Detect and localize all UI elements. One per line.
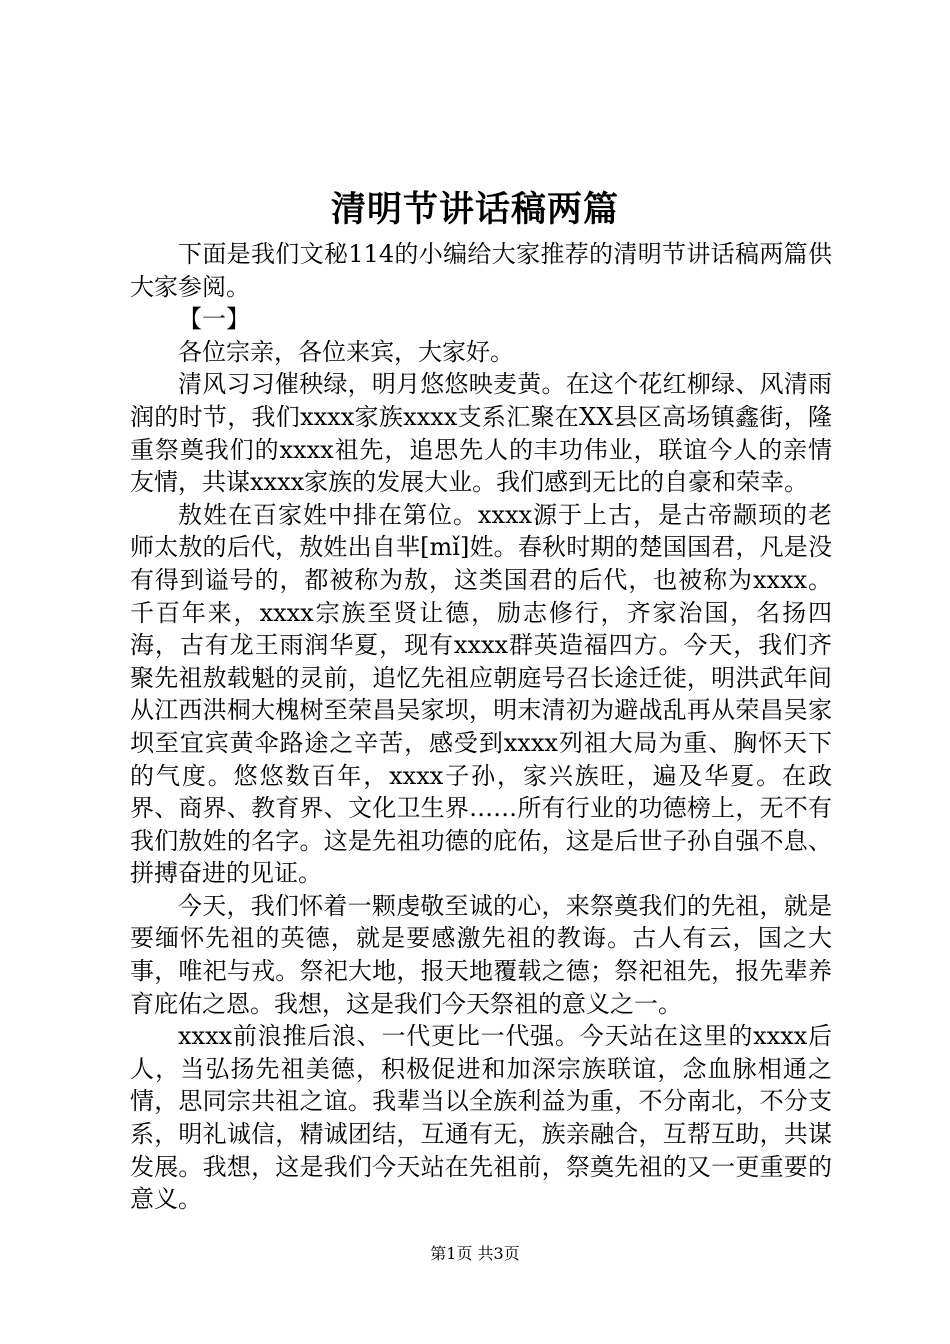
paragraph-greeting: 各位宗亲，各位来宾，大家好。: [178, 337, 514, 366]
paragraph-meaning-two: xxxx前浪推后浪、一代更比一代强。今天站在这里的xxxx后人，当弘扬先祖美德，积极促进和加深宗族联谊，念血脉相通之情，思同宗共祖之谊。我辈当以全族利益为重，不分南北，不分支系，明礼诚信，精诚团结，互通有无，族亲融合，互帮互助，共谋发展。我想，这是我们今天站在先祖前，祭奠先祖的又一更重要的意义。: [130, 1022, 832, 1214]
page-number-footer: 第1页 共3页: [430, 1244, 520, 1263]
paragraph-opening: 清风习习催秧绿，明月悠悠映麦黄。在这个花红柳绿、风清雨润的时节，我们xxxx家族xxxx支系汇聚在XX县区高场镇鑫街，隆重祭奠我们的xxxx祖先，追思先人的丰功伟业，联谊今人的亲情友情，共谋xxxx家族的发展大业。我们感到无比的自豪和荣幸。: [130, 370, 832, 497]
paragraph-intro: 下面是我们文秘114的小编给大家推荐的清明节讲话稿两篇供大家参阅。: [130, 240, 832, 301]
paragraph-history: 敖姓在百家姓中排在第位。xxxx源于上古，是古帝颛顼的老师太敖的后代，敖姓出自芈[mǐ]姓。春秋时期的楚国国君，凡是没有得到谥号的，都被称为敖，这类国君的后代，也被称为xxxx。千百年来，xxxx宗族至贤让德，励志修行，齐家治国，名扬四海，古有龙王雨润华夏，现有xxxx群英造福四方。今天，我们齐聚先祖敖载魁的灵前，追忆先祖应朝庭号召长途迁徙，明洪武年间从江西洪桐大槐树至荣昌吴家坝，明末清初为避战乱再从荣昌吴家坝至宜宾黄伞路途之辛苦，感受到xxxx列祖大局为重、胸怀天下的气度。悠悠数百年，xxxx子孙，家兴族旺，遍及华夏。在政界、商界、教育界、文化卫生界……所有行业的功德榜上，无不有我们敖姓的名字。这是先祖功德的庇佑，这是后世子孙自强不息、拼搏奋进的见证。: [130, 500, 832, 888]
document-body: [130, 238, 832, 1216]
section-heading-one: 【一】: [178, 305, 250, 334]
paragraph-meaning-one: 今天，我们怀着一颗虔敬至诚的心，来祭奠我们的先祖，就是要缅怀先祖的英德，就是要感激先祖的教诲。古人有云，国之大事，唯祀与戎。祭祀大地，报天地覆载之德；祭祀祖先，报先辈养育庇佑之恩。我想，这是我们今天祭祖的意义之一。: [130, 891, 832, 1018]
document-title: 清明节讲话稿两篇: [330, 189, 619, 230]
